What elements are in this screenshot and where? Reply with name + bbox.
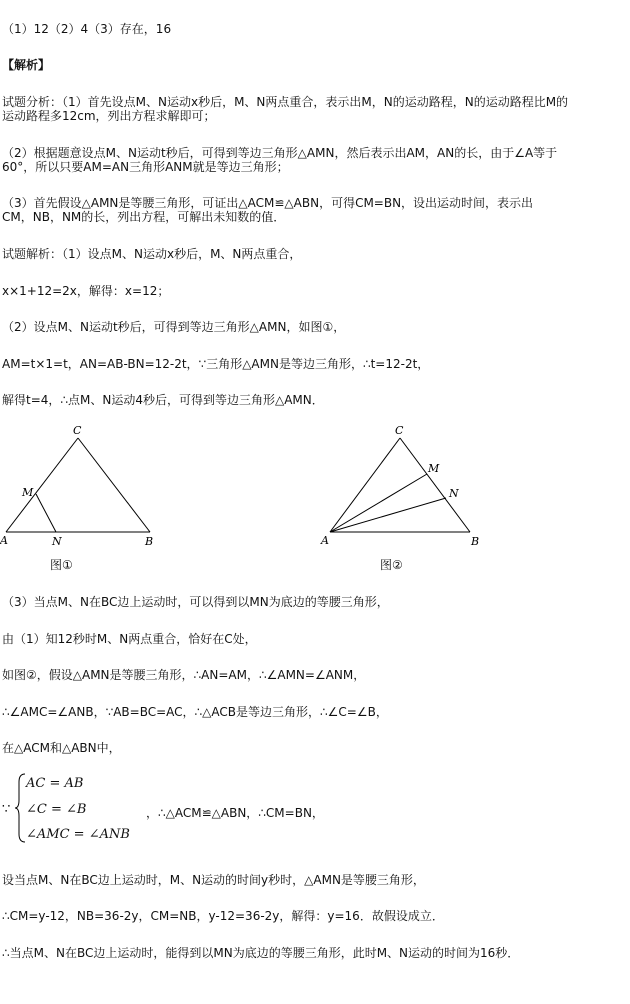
solution-line-11: 设当点M、N在BC边上运动时，M、N运动的时间y秒时，△AMN是等腰三角形， [2, 873, 425, 887]
left-brace-icon [14, 772, 26, 844]
analysis-p3-line1: （3）首先假设△AMN是等腰三角形，可证出△ACM≌△ABN，可得CM=BN，设出运动时间，表示出 [2, 196, 534, 210]
because-symbol: ∵ [2, 802, 11, 817]
fig2-label-b: B [471, 535, 480, 548]
solution-line-12: ∴CM=y-12，NB=36-2y，CM=NB，y-12=36-2y，解得：y=16．故假设成立． [2, 909, 444, 923]
solution-line-5: 解得t=4，∴点M、N运动4秒后，可得到等边三角形△AMN． [2, 393, 324, 407]
solution-line-10: 在△ACM和△ABN中， [2, 741, 121, 755]
section-title: 【解析】 [2, 58, 51, 72]
fig2-label-n: N [449, 487, 459, 500]
equation-3: ∠AMC = ∠ANB [26, 827, 130, 842]
fig1-label-n: N [52, 535, 62, 548]
analysis-p1-line2: 运动路程多12cm，列出方程求解即可； [2, 109, 216, 123]
fig1-label-b: B [145, 535, 154, 548]
fig2-segment-am [330, 474, 427, 532]
fig1-label-a: A [0, 534, 8, 547]
figures-area [0, 420, 630, 580]
figure-2-diagram [320, 424, 479, 548]
fig2-caption: 图② [380, 558, 403, 572]
solution-line-4: AM=t×1=t，AN=AB-BN=12-2t，∵三角形△AMN是等边三角形，∴t=12-2t， [2, 357, 430, 371]
fig1-label-c: C [73, 424, 82, 437]
analysis-p2-line2: 60°，所以只要AM=AN三角形ANM就是等边三角形； [2, 160, 289, 174]
fig1-side-bc [78, 438, 150, 532]
fig1-side-ac [6, 438, 78, 532]
fig1-label-m: M [22, 486, 34, 499]
equation-system [0, 772, 630, 844]
analysis-p2-line1: （2）根据题意设点M、N运动t秒后，可得到等边三角形△AMN，然后表示出AM，AN的长，由于∠A等于 [2, 146, 558, 160]
fig2-segment-an [330, 498, 446, 532]
fig2-side-ac [330, 438, 400, 532]
fig2-label-a: A [321, 534, 329, 547]
figure-1-diagram [0, 424, 153, 548]
equation-1: AC = AB [26, 776, 84, 791]
solution-line-3: （2）设点M、N运动t秒后，可得到等边三角形△AMN，如图①， [2, 320, 346, 334]
analysis-p3-line2: CM，NB，NM的长，列出方程，可解出未知数的值． [2, 210, 286, 224]
equation-2: ∠C = ∠B [26, 802, 87, 817]
solution-line-7: 由（1）知12秒时M、N两点重合，恰好在C处， [2, 632, 257, 646]
solution-line-8: 如图②，假设△AMN是等腰三角形，∴AN=AM，∴∠AMN=∠ANM， [2, 668, 366, 682]
solution-line-6: （3）当点M、N在BC边上运动时，可以得到以MN为底边的等腰三角形， [2, 595, 389, 609]
fig2-label-m: M [428, 462, 440, 475]
fig2-side-bc [400, 438, 470, 532]
solution-line-13: ∴当点M、N在BC边上运动时，能得到以MN为底边的等腰三角形，此时M、N运动的时间为16秒． [2, 946, 520, 960]
solution-line-2: x×1+12=2x，解得：x=12； [2, 284, 170, 298]
solution-line-1: 试题解析：（1）设点M、N运动x秒后，M、N两点重合， [2, 247, 302, 261]
geometry-figures [0, 420, 630, 580]
fig1-segment-mn [36, 494, 56, 532]
solution-line-9: ∴∠AMC=∠ANB，∵AB=BC=AC，∴△ACB是等边三角形，∴∠C=∠B， [2, 705, 388, 719]
answer-line: （1）12（2）4（3）存在，16 [2, 22, 172, 36]
system-conclusion: ，∴△ACM≌△ABN，∴CM=BN， [146, 806, 324, 820]
fig2-label-c: C [395, 424, 404, 437]
fig1-caption: 图① [50, 558, 73, 572]
analysis-p1-line1: 试题分析：（1）首先设点M、N运动x秒后，M、N两点重合，表示出M，N的运动路程，N的运动路程比M的 [2, 95, 569, 109]
